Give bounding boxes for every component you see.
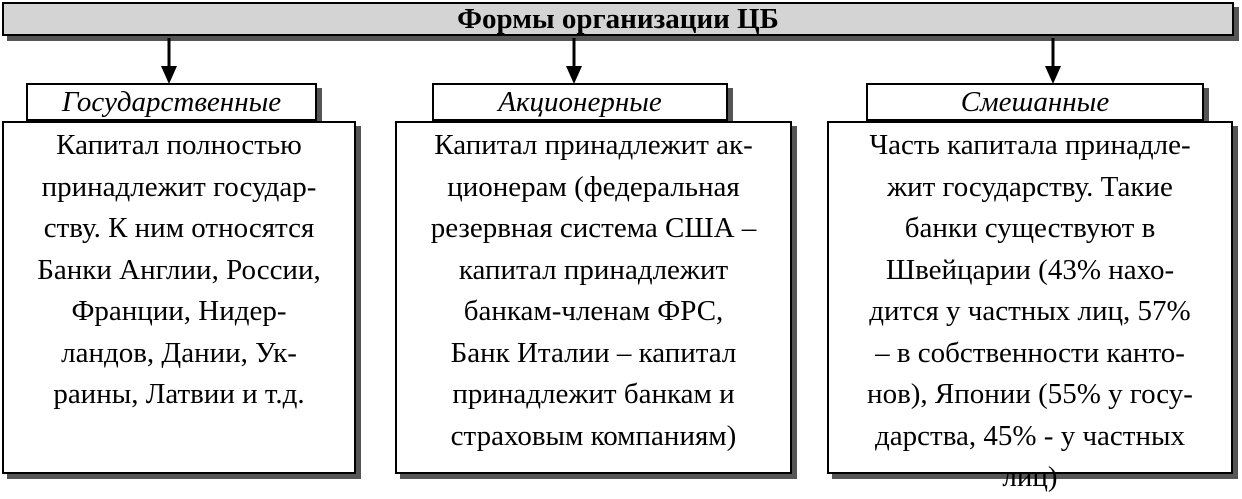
arrow-down-icon bbox=[564, 38, 584, 84]
description-line: – в собственности канто- bbox=[875, 336, 1185, 369]
description-line: Банки Англии, России, bbox=[37, 253, 321, 286]
description-line: банки существуют в bbox=[904, 212, 1156, 244]
type-label-text: Акционерные bbox=[498, 85, 662, 118]
description-line: Банк Италии – капитал bbox=[450, 336, 737, 369]
arrow-down-icon bbox=[159, 38, 179, 84]
description-line: Франции, Нидер- bbox=[71, 295, 287, 327]
diagram-title-text: Формы организации ЦБ bbox=[457, 2, 779, 35]
description-line: страховым компаниям) bbox=[450, 419, 737, 452]
description-line: Капитал принадлежит ак- bbox=[434, 129, 753, 161]
description-line: дарства, 45% - у частных bbox=[875, 419, 1185, 452]
type-label-state bbox=[26, 83, 317, 121]
description-line: Швейцарии (43% нахо- bbox=[885, 253, 1175, 286]
description-line: Капитал полностью bbox=[56, 129, 302, 161]
description-box-state bbox=[2, 121, 356, 474]
description-line: принадлежит банкам и bbox=[452, 378, 735, 410]
type-label-text: Смешанные bbox=[960, 85, 1110, 118]
description-line: резервная система США – bbox=[430, 212, 757, 244]
description-line: раины, Латвии и т.д. bbox=[53, 378, 305, 410]
description-line: дится у частных лиц, 57% bbox=[869, 295, 1191, 327]
type-label-joint-stock bbox=[432, 83, 728, 121]
description-line: жит государству. Такие bbox=[887, 170, 1173, 203]
description-line: банкам-членам ФРС, bbox=[463, 295, 724, 327]
type-label-text: Государственные bbox=[61, 85, 282, 118]
type-label-mixed bbox=[866, 83, 1204, 121]
description-box-mixed bbox=[827, 121, 1233, 493]
arrow-down-icon bbox=[1043, 38, 1063, 84]
description-line: Часть капитала принадле- bbox=[869, 129, 1191, 161]
diagram-title bbox=[2, 2, 1234, 36]
description-line: ству. К ним относятся bbox=[43, 212, 315, 244]
description-line: принадлежит государ- bbox=[41, 170, 317, 203]
description-line: капитал принадлежит bbox=[458, 253, 729, 286]
description-line: ландов, Дании, Ук- bbox=[61, 336, 297, 369]
description-line: лиц) bbox=[1002, 461, 1058, 493]
description-box-joint-stock bbox=[395, 121, 792, 474]
description-line: нов), Японии (55% у госу- bbox=[867, 378, 1193, 410]
description-line: ционерам (федеральная bbox=[447, 170, 740, 203]
